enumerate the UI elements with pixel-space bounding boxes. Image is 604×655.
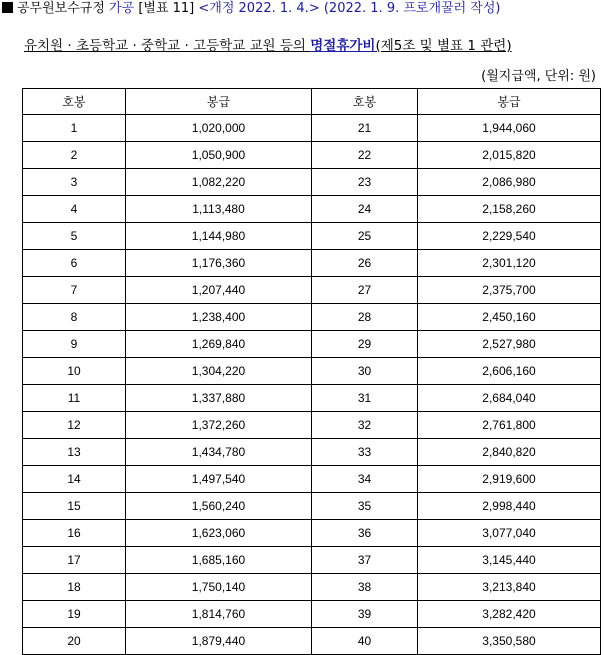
cell-salary-left: 1,497,540 [126,466,312,493]
table-body [23,115,601,655]
cell-step-left: 7 [23,277,126,304]
document-header [2,0,602,18]
cell-salary-left: 1,337,880 [126,385,312,412]
cell-step-right: 29 [312,331,418,358]
table-row [23,358,601,385]
cell-salary-left: 1,304,220 [126,358,312,385]
cell-salary-left: 1,176,360 [126,250,312,277]
table-row [23,250,601,277]
cell-step-right: 33 [312,439,418,466]
cell-salary-right: 1,944,060 [418,115,601,142]
cell-step-left: 18 [23,574,126,601]
cell-salary-left: 1,560,240 [126,493,312,520]
cell-step-left: 11 [23,385,126,412]
col-header-salary-left: 봉급 [126,89,312,115]
cell-step-left: 6 [23,250,126,277]
cell-salary-right: 3,077,040 [418,520,601,547]
table-row [23,196,601,223]
cell-salary-right: 2,229,540 [418,223,601,250]
table-row [23,115,601,142]
cell-salary-left: 1,082,220 [126,169,312,196]
table-header-row [23,89,601,115]
col-header-step-left: 호봉 [23,89,126,115]
cell-step-left: 16 [23,520,126,547]
black-square-icon [2,2,13,13]
cell-step-right: 34 [312,466,418,493]
table-row [23,385,601,412]
cell-step-left: 17 [23,547,126,574]
cell-step-left: 9 [23,331,126,358]
cell-step-right: 32 [312,412,418,439]
cell-step-right: 21 [312,115,418,142]
cell-step-right: 28 [312,304,418,331]
cell-salary-left: 1,434,780 [126,439,312,466]
cell-salary-right: 2,375,700 [418,277,601,304]
cell-step-left: 14 [23,466,126,493]
cell-step-left: 20 [23,628,126,655]
cell-salary-left: 1,879,440 [126,628,312,655]
cell-step-right: 30 [312,358,418,385]
header-table-ref: [별표 11] [138,1,195,16]
cell-salary-right: 2,015,820 [418,142,601,169]
cell-step-right: 38 [312,574,418,601]
unit-note: (월지급액, 단위: 원) [481,69,596,84]
cell-step-left: 3 [23,169,126,196]
cell-salary-left: 1,623,060 [126,520,312,547]
cell-salary-left: 1,113,480 [126,196,312,223]
header-addition: 가공 [109,1,135,16]
cell-step-left: 5 [23,223,126,250]
cell-salary-left: 1,372,260 [126,412,312,439]
cell-salary-right: 2,998,440 [418,493,601,520]
cell-step-left: 4 [23,196,126,223]
cell-salary-right: 2,761,800 [418,412,601,439]
cell-salary-left: 1,685,160 [126,547,312,574]
cell-salary-right: 2,840,820 [418,439,601,466]
cell-step-left: 15 [23,493,126,520]
table-row [23,277,601,304]
header-label: 공무원보수규정 [17,1,105,16]
table-row [23,547,601,574]
cell-step-right: 26 [312,250,418,277]
cell-salary-right: 2,450,160 [418,304,601,331]
salary-table [22,88,601,655]
cell-step-right: 23 [312,169,418,196]
title-suffix: (제5조 및 별표 1 관련) [375,38,512,54]
cell-salary-right: 2,527,980 [418,331,601,358]
table-row [23,412,601,439]
cell-salary-right: 2,158,260 [418,196,601,223]
header-note: (2022. 1. 9. 프로개꿀러 작성) [323,1,501,16]
cell-step-left: 19 [23,601,126,628]
cell-step-right: 37 [312,547,418,574]
cell-salary-right: 3,350,580 [418,628,601,655]
cell-step-right: 31 [312,385,418,412]
cell-step-right: 35 [312,493,418,520]
cell-salary-left: 1,050,900 [126,142,312,169]
title-prefix: 유치원 · 초등학교 · 중학교 · 고등학교 교원 등의 [24,38,311,54]
title-highlight: 명절휴가비 [310,38,376,54]
table-row [23,439,601,466]
document-title [24,36,604,56]
cell-step-right: 25 [312,223,418,250]
cell-salary-right: 3,145,440 [418,547,601,574]
table-row [23,169,601,196]
cell-salary-left: 1,238,400 [126,304,312,331]
cell-step-left: 8 [23,304,126,331]
cell-salary-right: 2,919,600 [418,466,601,493]
cell-salary-left: 1,020,000 [126,115,312,142]
table-row [23,466,601,493]
cell-salary-right: 2,606,160 [418,358,601,385]
table-row [23,331,601,358]
cell-step-right: 27 [312,277,418,304]
table-row [23,304,601,331]
table-row [23,601,601,628]
cell-salary-left: 1,814,760 [126,601,312,628]
cell-step-left: 10 [23,358,126,385]
cell-salary-right: 2,301,120 [418,250,601,277]
cell-salary-left: 1,207,440 [126,277,312,304]
cell-step-right: 40 [312,628,418,655]
cell-step-left: 13 [23,439,126,466]
cell-step-left: 12 [23,412,126,439]
cell-step-left: 2 [23,142,126,169]
table-row [23,574,601,601]
cell-step-left: 1 [23,115,126,142]
cell-salary-left: 1,269,840 [126,331,312,358]
col-header-salary-right: 봉급 [418,89,601,115]
header-revision: <개정 2022. 1. 4.> [198,1,320,16]
cell-salary-left: 1,750,140 [126,574,312,601]
table-row [23,493,601,520]
col-header-step-right: 호봉 [312,89,418,115]
cell-step-right: 39 [312,601,418,628]
cell-salary-right: 3,213,840 [418,574,601,601]
cell-salary-right: 2,684,040 [418,385,601,412]
cell-salary-right: 3,282,420 [418,601,601,628]
table-row [23,628,601,655]
table-row [23,223,601,250]
table-row [23,142,601,169]
table-row [23,520,601,547]
cell-salary-left: 1,144,980 [126,223,312,250]
cell-salary-right: 2,086,980 [418,169,601,196]
cell-step-right: 22 [312,142,418,169]
cell-step-right: 24 [312,196,418,223]
cell-step-right: 36 [312,520,418,547]
